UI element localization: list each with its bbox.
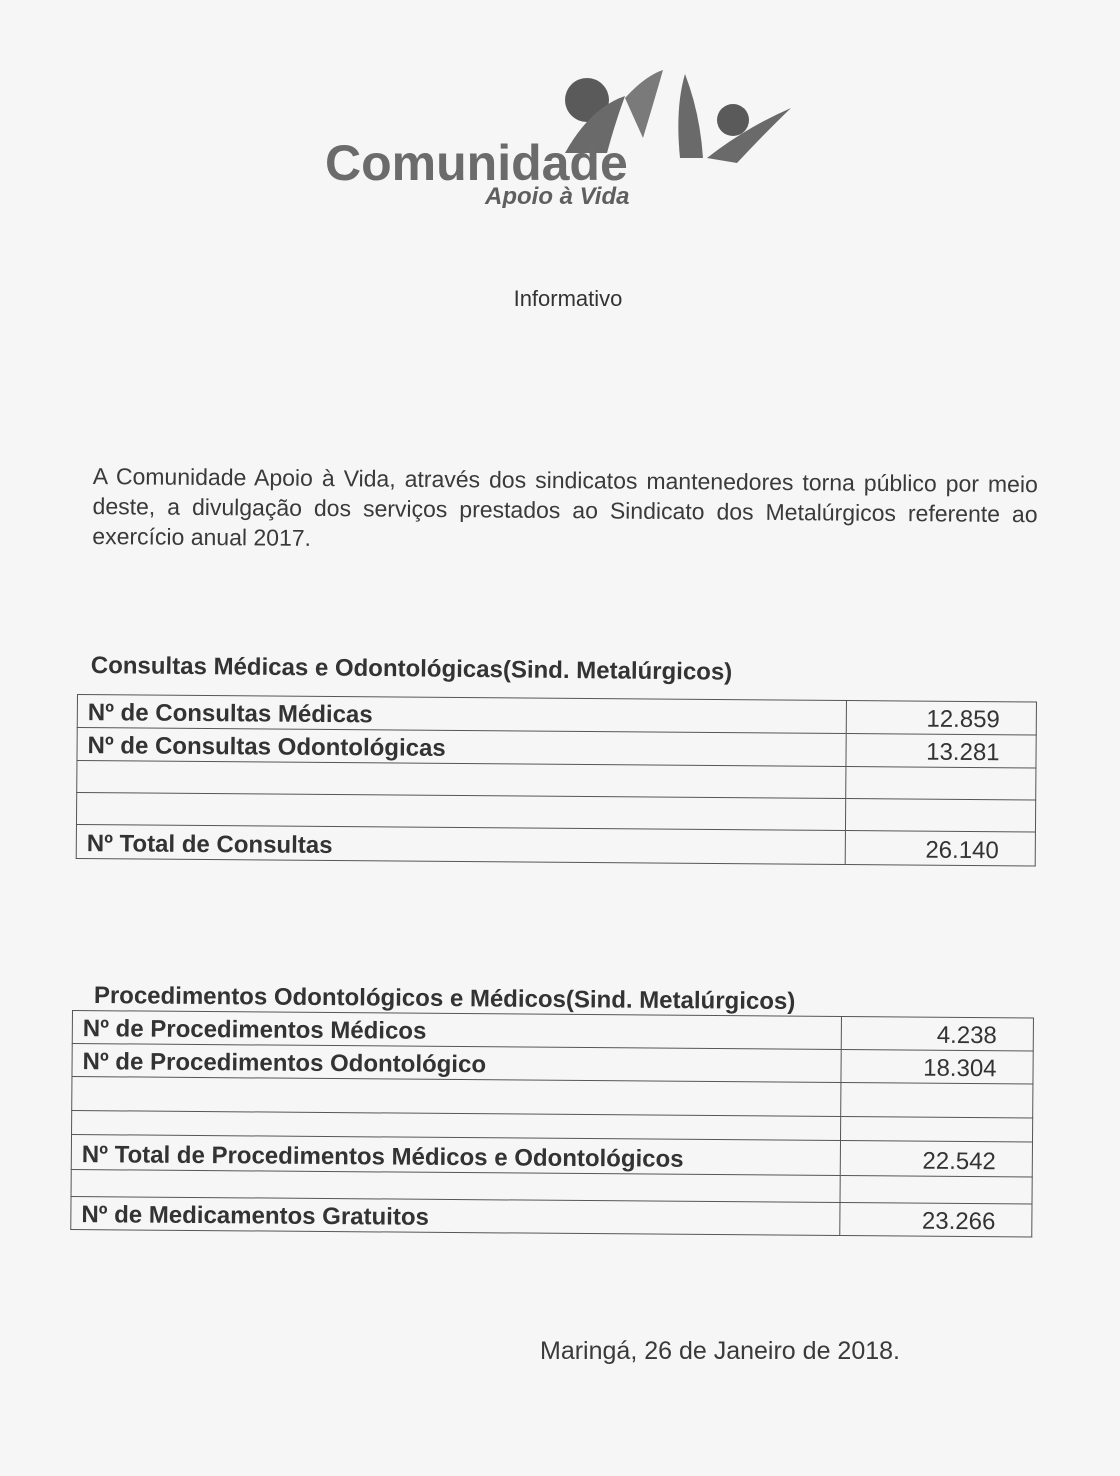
logo-wordmark: Comunidade	[325, 135, 628, 191]
row-value	[840, 1176, 1032, 1205]
logo-tagline: Apoio à Vida	[485, 183, 630, 208]
row-value: 13.281	[846, 734, 1036, 768]
row-label: Nº de Consultas Odontológicas	[77, 728, 846, 767]
table-row	[71, 1196, 1032, 1237]
row-value	[841, 1117, 1033, 1143]
row-value	[845, 799, 1035, 832]
procedimentos-title: Procedimentos Odontológicos e Médicos(Sind. Metalúrgicos)	[93, 982, 796, 1016]
document-heading: Informativo	[513, 286, 623, 311]
row-label: Nº de Consultas Médicas	[77, 695, 846, 734]
row-value: 22.542	[840, 1141, 1032, 1178]
row-value: 12.859	[846, 701, 1036, 735]
row-value	[846, 767, 1036, 800]
row-value	[841, 1083, 1033, 1119]
row-label: Nº de Medicamentos Gratuitos	[71, 1196, 840, 1235]
row-label: Nº Total de Consultas	[76, 824, 845, 864]
comunidade-logo	[325, 68, 805, 208]
row-label: Nº de Procedimentos Médicos	[72, 1011, 841, 1050]
consultas-table	[76, 694, 1037, 867]
consultas-title: Consultas Médicas e Odontológicas(Sind. Metalúrgicos)	[90, 652, 733, 686]
row-label: Nº de Procedimentos Odontológico	[72, 1044, 841, 1083]
row-value: 23.266	[840, 1203, 1032, 1238]
procedimentos-table	[70, 1010, 1034, 1238]
row-value: 18.304	[841, 1050, 1033, 1085]
logo-graphic	[325, 68, 805, 208]
intro-paragraph: A Comunidade Apoio à Vida, através dos sindicatos mantenedores torna público por meio deste, a divulgação dos serviços prestados ao Sindicato dos Metalúrgicos referente ao exercício anual 2017.	[92, 462, 1038, 551]
document-date: Maringá, 26 de Janeiro de 2018.	[540, 1337, 900, 1365]
row-value: 4.238	[841, 1017, 1033, 1052]
table-row	[76, 824, 1035, 866]
row-value: 26.140	[845, 831, 1035, 866]
row-label: Nº Total de Procedimentos Médicos e Odontológicos	[71, 1135, 840, 1176]
